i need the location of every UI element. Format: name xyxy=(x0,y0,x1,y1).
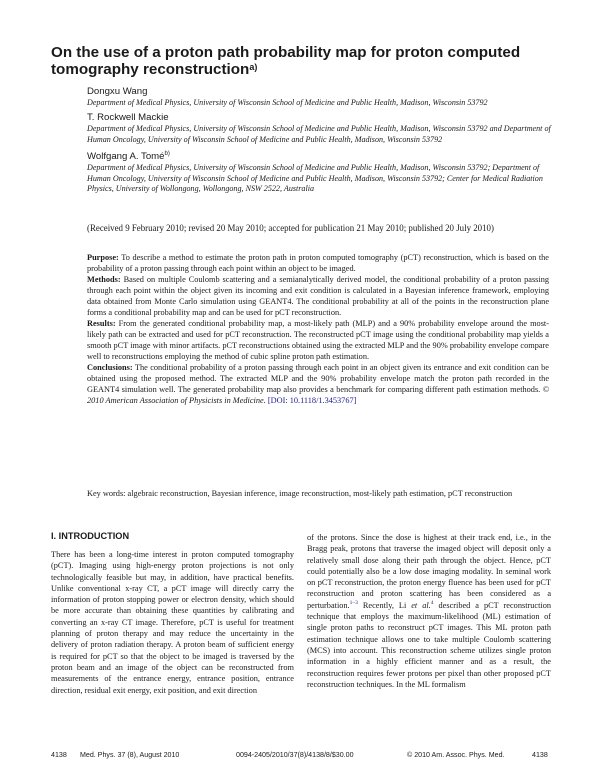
abstract-purpose xyxy=(87,252,549,274)
footer-page-number-left: 4138 xyxy=(51,751,67,759)
author-name: Wolfgang A. Tomé xyxy=(87,151,165,163)
author-list xyxy=(87,82,557,195)
author-name: Dongxu Wang xyxy=(87,86,148,97)
author-affiliation: Department of Medical Physics, University of Wisconsin School of Medicine and Public Health, Madison, Wisconsin 53792 and Department of Human Oncology, University of Wisconsin School of Medicine and Public Health, Madison, Wisconsin 53792 xyxy=(87,124,551,144)
publication-dates: (Received 9 February 2010; revised 20 May 2010; accepted for publication 21 May 2010; published 20 July 2010) xyxy=(87,223,494,233)
methods-label: Methods: xyxy=(87,275,121,284)
body-column-left: There has been a long-time interest in proton computed tomography (pCT). Imaging using high-energy proton projections is not only technologically feasible but may, in addition, have practical benefits. Unlike conventional x-ray CT, a pCT image will directly carry the information of proton stopping power or electron density, which should be more accurate than obtaining these quantities by calibrating and converting an x-ray CT image. Therefore, pCT is useful for treatment planning of proton therapy and may reduce the uncertainty in the delivery of proton radiation therapy. A proton beam of sufficient energy is required for pCT so that the object to be imaged is traversed by the proton beam and an image of the object can be reconstructed from measurements of the entrance energy, entrance position, entrance direction, residual exit energy, exit position, and exit direction xyxy=(51,550,294,695)
section-heading: I. INTRODUCTION xyxy=(51,531,130,541)
body-text: of the protons. Since the dose is highest at their track end, i.e., in the Bragg peak, protons that traverse the imaged object will deposit only a relatively small dose along their path through the object. Hence, pCT could potentially also be a low dose imaging modality. In seminal work on pCT reconstruction, the proton energy fluence has been used for pCT reconstruction and proton scattering has been considered as a perturbation. xyxy=(307,533,551,610)
abstract-methods xyxy=(87,274,549,318)
author-block xyxy=(87,111,557,145)
results-text: From the generated conditional probability map, a most-likely path (MLP) and a 90% probability envelope around the most-likely path can be extracted and used for pCT reconstruction. The reconstructed pCT image using the conditional probability map yields a smooth pCT image with minor artifacts. pCT reconstructions obtained using the extracted MLP and the 90% probability envelope compare well to reconstructions employing the method of cubic spline proton path estimation. xyxy=(87,319,549,361)
reference-link[interactable]: 1–3 xyxy=(349,600,358,607)
footer-journal: Med. Phys. 37 (8), August 2010 xyxy=(80,751,180,759)
author-block xyxy=(87,148,557,194)
abstract-copyright: © 2010 American Association of Physicists in Medicine. xyxy=(87,385,550,405)
footer-page-number-right: 4138 xyxy=(532,751,548,759)
reference-link[interactable]: 4 xyxy=(430,600,434,607)
abstract xyxy=(87,252,549,406)
author-name-with-mark xyxy=(87,148,557,163)
footer-issn: 0094-2405/2010/37(8)/4138/8/$30.00 xyxy=(236,751,354,759)
body-text: described a pCT reconstruction technique that employs the maximum-likelihood (ML) estimation of single proton paths to reconstruct pCT images. This ML proton path estimation technique allows one to take multiple Coulomb scattering (MCS) into account. This reconstruction scheme utilizes single proton information in a highly efficient manner and as a result, the reconstruction requires fewer protons per pixel than other proposed pCT reconstruction techniques. In the ML formalism xyxy=(307,600,552,689)
footer-copyright: © 2010 Am. Assoc. Phys. Med. xyxy=(407,751,505,759)
title-text: On the use of a proton path probability map for proton computed tomography reconstruction xyxy=(51,44,521,78)
abstract-conclusions xyxy=(87,362,549,406)
paper-title xyxy=(51,44,561,78)
author-affiliation: Department of Medical Physics, University of Wisconsin School of Medicine and Public Health, Madison, Wisconsin 53792; Department of Human Oncology, University of Wisconsin School of Medicine and Public Health, Madison, Wisconsin 53792; Center for Medical Radiation Physics, University of Wollongong, Wollongong, NSW 2522, Australia xyxy=(87,163,543,194)
author-name: T. Rockwell Mackie xyxy=(87,112,169,124)
purpose-label: Purpose: xyxy=(87,253,119,262)
body-text: Recently, Li xyxy=(357,600,412,610)
abstract-results xyxy=(87,318,549,362)
methods-text: Based on multiple Coulomb scattering and a semianalytically derived model, the conditional probability of a proton passing through each point within the object given its incoming and exit condition is calculated in a Bayesian inference framework, employing data obtained from Monte Carlo simulation using GEANT4. The conditional probability at all of the points in the reconstruction plane forms a conditional probability map and can be used for pCT reconstruction. xyxy=(87,275,550,317)
title-footnote-mark: a) xyxy=(249,62,258,72)
results-label: Results: xyxy=(87,319,116,328)
keywords: Key words: algebraic reconstruction, Bayesian inference, image reconstruction, most-likely path estimation, pCT reconstruction xyxy=(87,489,513,498)
author-block xyxy=(87,85,557,108)
et-al: et al. xyxy=(411,600,431,610)
body-column-right xyxy=(307,532,551,690)
conclusions-text: The conditional probability of a proton passing through each point in an object given its entrance and exit condition can be obtained using the proposed method. The extracted MLP and the 90% probability envelope match the proton path recorded in the GEANT4 simulation well. The generated probability map also provides a benchmark for comparing different path estimation methods. xyxy=(87,363,549,394)
conclusions-label: Conclusions: xyxy=(87,363,133,372)
author-footnote-mark: b) xyxy=(164,151,170,158)
doi-link[interactable]: [DOI: 10.1118/1.3453767] xyxy=(267,396,357,405)
purpose-text: To describe a method to estimate the proton path in proton computed tomography (pCT) reconstruction, which is based on the probability of a proton passing through each point within an object to be imaged. xyxy=(87,253,549,273)
author-affiliation: Department of Medical Physics, University of Wisconsin School of Medicine and Public Health, Madison, Wisconsin 53792 xyxy=(87,98,488,107)
